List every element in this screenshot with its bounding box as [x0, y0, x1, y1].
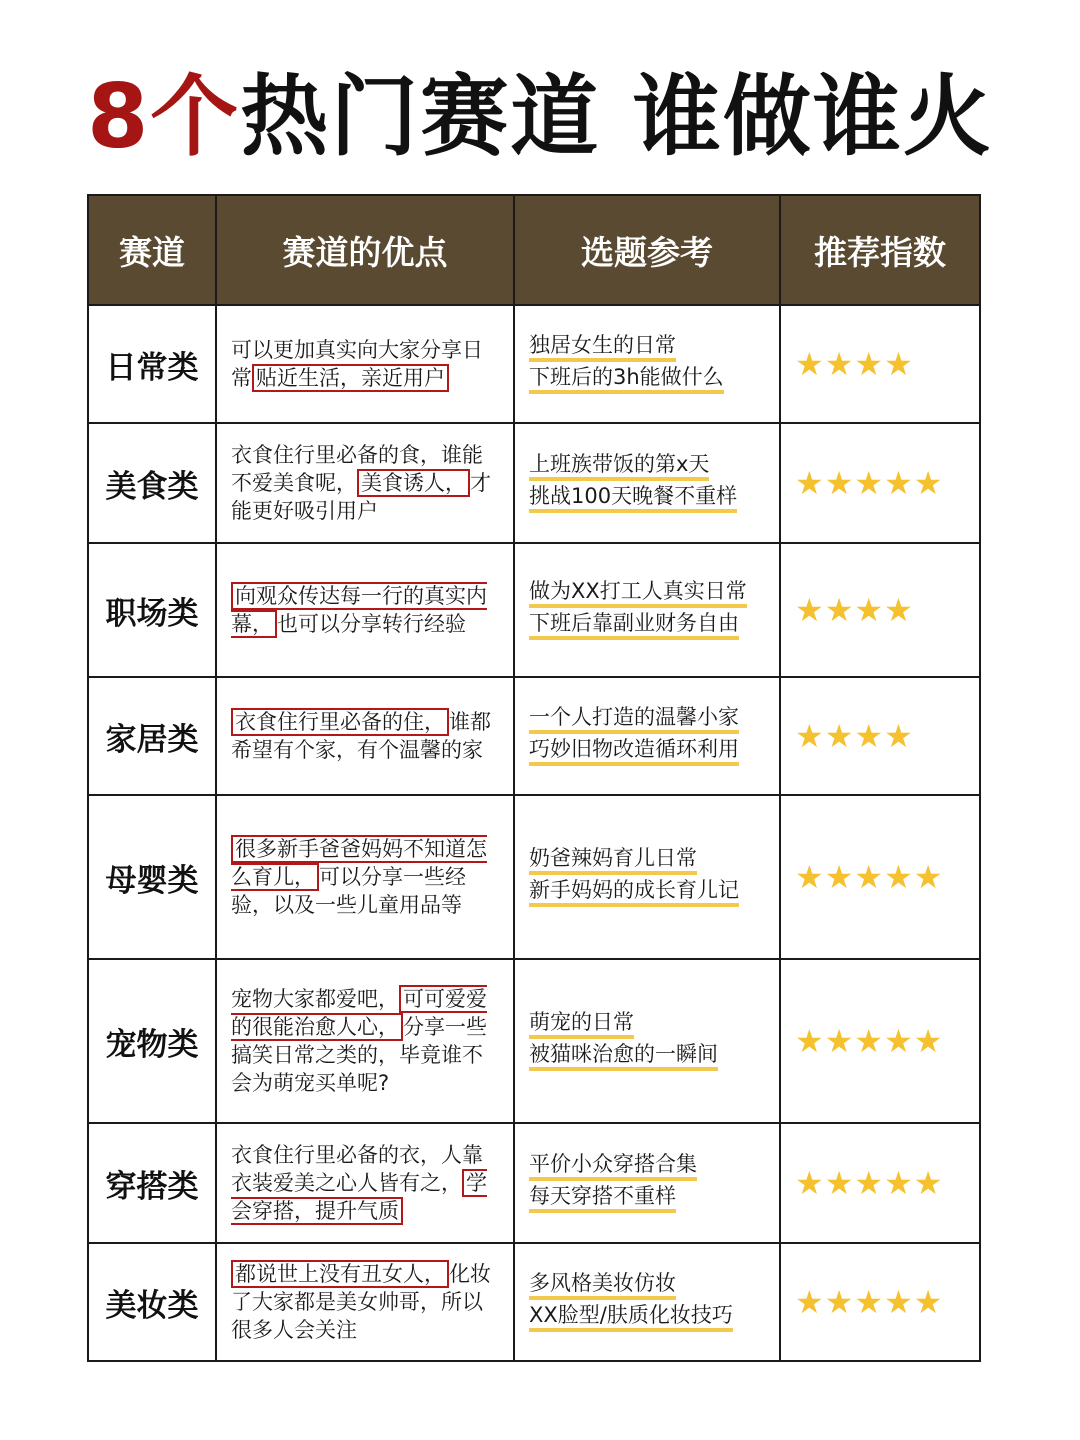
advantage-text: 宠物大家都爱吧，	[231, 987, 399, 1011]
track-table	[87, 194, 981, 1362]
star-icon: ★	[913, 1283, 944, 1321]
star-icon: ★	[884, 591, 914, 629]
highlighted-text: 衣食住行里必备的住，	[231, 708, 449, 736]
star-icon: ★	[795, 1022, 825, 1060]
row-topics	[514, 1243, 780, 1361]
row-advantage	[216, 1123, 514, 1243]
row-topics	[514, 677, 780, 795]
star-icon: ★	[884, 464, 914, 502]
topic-item: 被猫咪治愈的一瞬间	[529, 1041, 718, 1071]
table-row	[88, 305, 980, 423]
advantage-text: 分享一些搞笑日常之类的，毕竟谁不会为萌宠买单呢?	[231, 1015, 487, 1095]
header-rating: 推荐指数	[780, 195, 980, 305]
title-rest: 热门赛道 谁做谁火	[240, 65, 993, 168]
row-rating	[780, 959, 980, 1123]
topic-item: 上班族带饭的第x天	[529, 451, 709, 481]
topic-item: 多风格美妆仿妆	[529, 1270, 676, 1300]
row-rating	[780, 795, 980, 959]
header-category: 赛道	[88, 195, 216, 305]
row-category: 日常类	[88, 305, 216, 423]
topic-item: 萌宠的日常	[529, 1009, 634, 1039]
topic-item: 平价小众穿搭合集	[529, 1151, 697, 1181]
row-category: 母婴类	[88, 795, 216, 959]
star-icon: ★	[884, 1022, 914, 1060]
table-row	[88, 795, 980, 959]
advantage-text: 才能更好吸引用户	[231, 471, 491, 523]
highlighted-text: 贴近生活，亲近用户	[252, 364, 449, 392]
row-rating	[780, 423, 980, 543]
star-icon: ★	[854, 345, 885, 383]
star-icon: ★	[824, 1022, 855, 1060]
star-icon: ★	[795, 345, 825, 383]
star-icon: ★	[824, 345, 855, 383]
star-icon: ★	[884, 1283, 914, 1321]
star-icon: ★	[824, 1283, 855, 1321]
star-icon: ★	[795, 717, 825, 755]
star-icon: ★	[913, 858, 944, 896]
row-advantage	[216, 423, 514, 543]
table-header-row	[88, 195, 980, 305]
title-accent: 8个	[87, 65, 241, 168]
header-topics: 选题参考	[514, 195, 780, 305]
star-icon: ★	[824, 1164, 855, 1202]
topic-item: 挑战100天晚餐不重样	[529, 483, 737, 513]
star-icon: ★	[913, 1022, 944, 1060]
row-category: 美食类	[88, 423, 216, 543]
topic-item: 奶爸辣妈育儿日常	[529, 845, 697, 875]
advantage-text: 可以更加真实向大家分享日常	[231, 338, 483, 390]
row-topics	[514, 543, 780, 677]
highlighted-text: 都说世上没有丑女人，	[231, 1260, 449, 1288]
row-advantage	[216, 1243, 514, 1361]
row-category: 职场类	[88, 543, 216, 677]
highlighted-text: 向观众传达每一行的真实内幕，	[231, 584, 487, 636]
star-icon: ★	[913, 1164, 944, 1202]
star-icon: ★	[854, 464, 885, 502]
row-category: 美妆类	[88, 1243, 216, 1361]
row-advantage	[216, 795, 514, 959]
row-advantage	[216, 543, 514, 677]
table-row	[88, 677, 980, 795]
row-rating	[780, 305, 980, 423]
topic-item: 巧妙旧物改造循环利用	[529, 736, 739, 766]
star-icon: ★	[854, 858, 885, 896]
topic-item: 下班后靠副业财务自由	[529, 610, 739, 640]
star-icon: ★	[795, 858, 825, 896]
advantage-text: 可以分享一些经验，以及一些儿童用品等	[231, 865, 466, 917]
highlighted-text: 很多新手爸爸妈妈不知道怎么育儿，	[231, 837, 487, 889]
highlighted-text: 可可爱爱的很能治愈人心，	[231, 987, 487, 1039]
table-row	[88, 1123, 980, 1243]
star-icon: ★	[824, 591, 855, 629]
row-category: 穿搭类	[88, 1123, 216, 1243]
star-icon: ★	[884, 858, 914, 896]
advantage-text: 化妆了大家都是美女帅哥，所以很多人会关注	[231, 1262, 491, 1342]
advantage-text: 也可以分享转行经验	[277, 612, 466, 636]
highlighted-text: 学会穿搭，提升气质	[231, 1171, 487, 1223]
star-icon: ★	[884, 345, 914, 383]
star-icon: ★	[795, 591, 825, 629]
row-advantage	[216, 959, 514, 1123]
star-icon: ★	[795, 1283, 825, 1321]
table-row	[88, 423, 980, 543]
row-advantage	[216, 677, 514, 795]
row-rating	[780, 677, 980, 795]
half-star-icon: ★	[884, 717, 913, 755]
advantage-text: 谁都希望有个家，有个温馨的家	[231, 710, 491, 762]
row-topics	[514, 305, 780, 423]
star-icon: ★	[795, 1164, 825, 1202]
star-icon: ★	[854, 717, 885, 755]
topic-item: 新手妈妈的成长育儿记	[529, 877, 739, 907]
row-rating	[780, 543, 980, 677]
row-category: 宠物类	[88, 959, 216, 1123]
topic-item: 每天穿搭不重样	[529, 1183, 676, 1213]
star-icon: ★	[854, 1283, 885, 1321]
row-category: 家居类	[88, 677, 216, 795]
row-advantage	[216, 305, 514, 423]
star-icon: ★	[884, 1164, 914, 1202]
row-topics	[514, 795, 780, 959]
page-title	[0, 62, 1080, 172]
header-advantage: 赛道的优点	[216, 195, 514, 305]
table-row	[88, 959, 980, 1123]
row-topics	[514, 1123, 780, 1243]
advantage-text: 衣食住行里必备的食，谁能不爱美食呢，	[231, 443, 483, 495]
star-icon: ★	[824, 858, 855, 896]
table-row	[88, 543, 980, 677]
topic-item: XX脸型/肤质化妆技巧	[529, 1302, 733, 1332]
star-icon: ★	[854, 591, 885, 629]
row-topics	[514, 959, 780, 1123]
star-icon: ★	[824, 464, 855, 502]
advantage-text: 衣食住行里必备的衣，人靠衣装爱美之心人皆有之，	[231, 1143, 483, 1195]
row-rating	[780, 1123, 980, 1243]
star-icon: ★	[795, 464, 825, 502]
topic-item: 下班后的3h能做什么	[529, 364, 724, 394]
star-icon: ★	[824, 717, 855, 755]
star-icon: ★	[913, 464, 944, 502]
row-rating	[780, 1243, 980, 1361]
topic-item: 做为XX打工人真实日常	[529, 578, 747, 608]
highlighted-text: 美食诱人，	[357, 469, 470, 497]
star-icon: ★	[854, 1164, 885, 1202]
star-icon: ★	[854, 1022, 885, 1060]
topic-item: 一个人打造的温馨小家	[529, 704, 739, 734]
topic-item: 独居女生的日常	[529, 332, 676, 362]
table-row	[88, 1243, 980, 1361]
row-topics	[514, 423, 780, 543]
